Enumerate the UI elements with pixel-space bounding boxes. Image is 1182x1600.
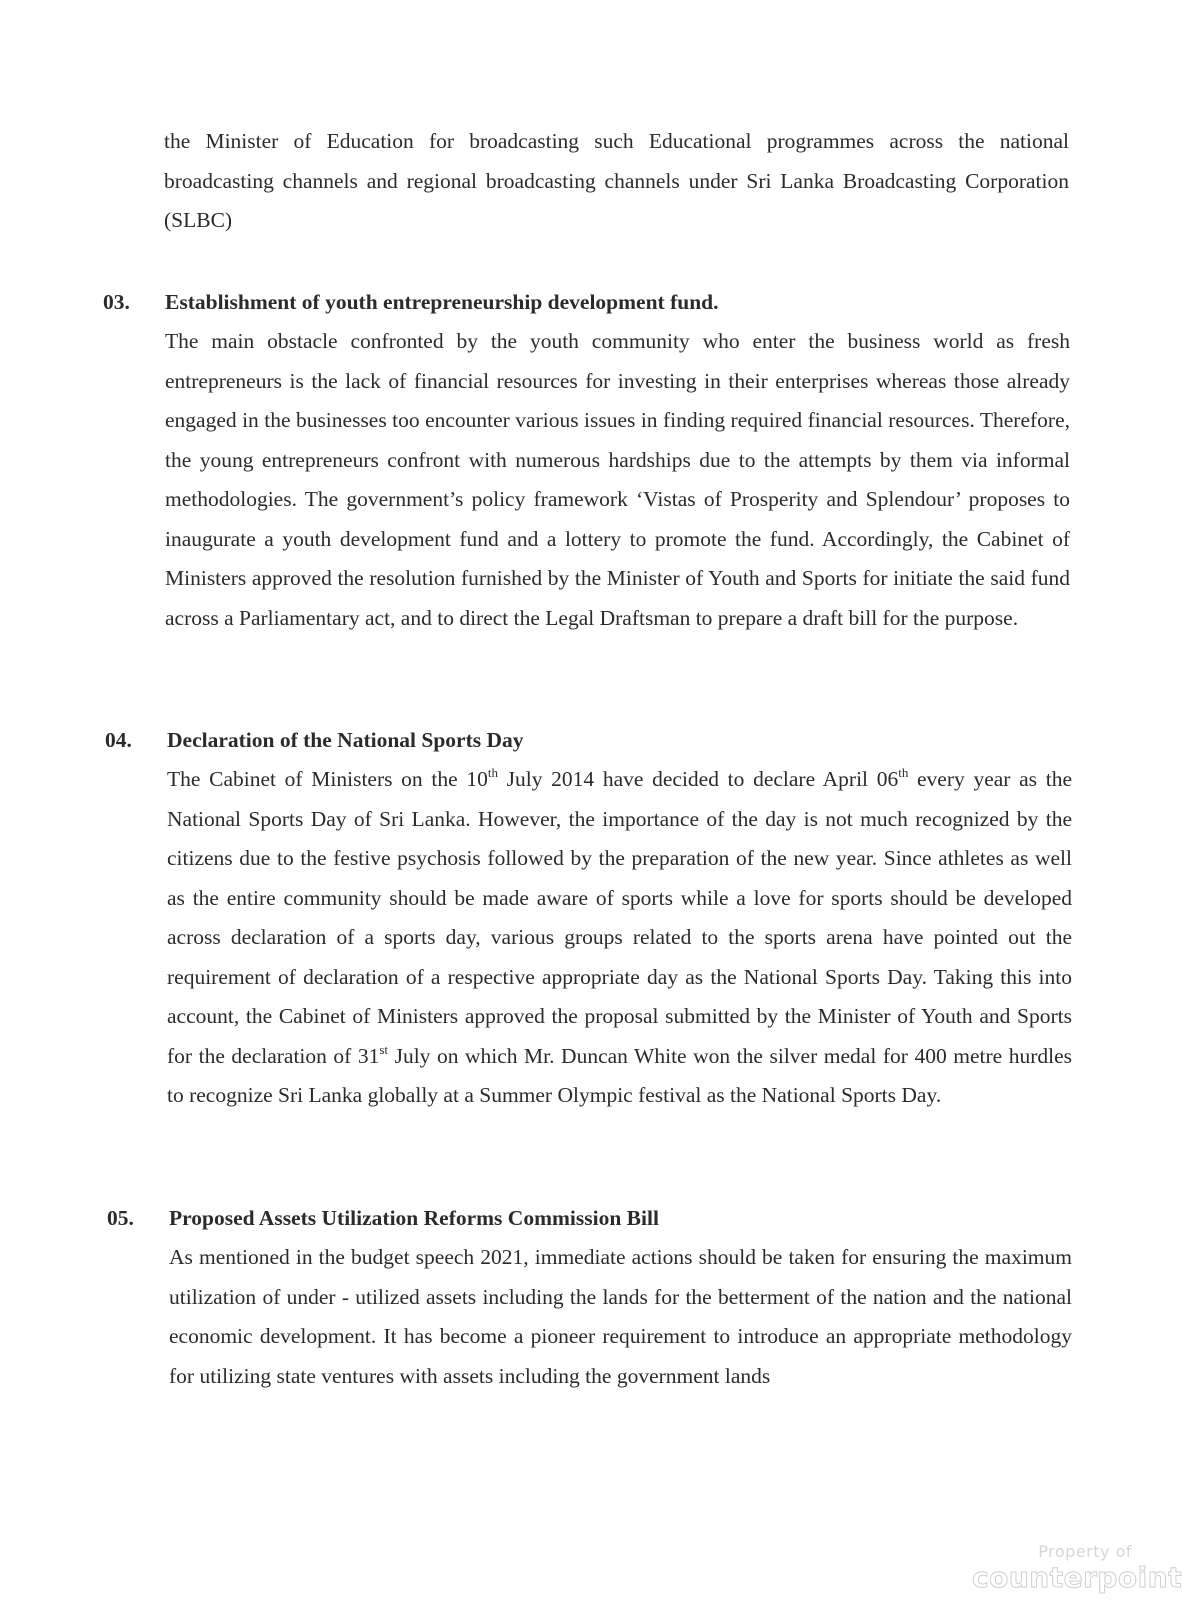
section-4-superscript-1: th xyxy=(487,765,498,780)
section-4-number: 04. xyxy=(105,728,132,752)
section-4-body-part-3: every year as the National Sports Day of Sri Lanka. However, the importance of the day is not much recognized by the citizens due to the festive psychosis followed by the preparation of the new year. Since athletes as well as the entire community should be made aware of sports while a love for sports should be developed across declaration of a sports day, various groups related to the sports arena have pointed out the requirement of declaration of a respective appropriate day as the National Sports Day. Taking this into account, the Cabinet of Ministers approved the proposal submitted by the Minister of Youth and Sports for the declaration of 31 xyxy=(167,767,1072,1068)
section-4-title: Declaration of the National Sports Day xyxy=(167,728,524,752)
intro-paragraph: the Minister of Education for broadcasting such Educational programmes across the national broadcasting channels and regional broadcasting channels under Sri Lanka Broadcasting Corporation (SLBC) xyxy=(164,129,1069,232)
section-4-superscript-3: st xyxy=(379,1041,389,1057)
watermark-line-1: Property of xyxy=(1038,1542,1132,1561)
section-4-body xyxy=(167,760,1072,1116)
section-5-title: Proposed Assets Utilization Reforms Commission Bill xyxy=(169,1206,659,1230)
section-5-number: 05. xyxy=(107,1206,134,1230)
section-4-body-part-4: July on which Mr. Duncan White won the silver medal for 400 metre hurdles to recognize Sri Lanka globally at a Summer Olympic festival as the National Sports Day. xyxy=(167,1043,1072,1107)
section-4-body-part-2: July 2014 have decided to declare April 06 xyxy=(497,767,899,791)
watermark-logo: counterpoint xyxy=(972,1561,1182,1594)
section-3-title: Establishment of youth entrepreneurship development fund. xyxy=(165,290,719,314)
section-4-superscript-2: th xyxy=(898,765,909,780)
section-5-body: As mentioned in the budget speech 2021, immediate actions should be taken for ensuring the maximum utilization of under - utilized assets including the lands for the betterment of the nation and the national economic development. It has become a pioneer requirement to introduce an appropriate methodology for utilizing state ventures with assets including the government lands xyxy=(169,1245,1072,1388)
section-3-body: The main obstacle confronted by the youth community who enter the business world as fresh entrepreneurs is the lack of financial resources for investing in their enterprises whereas those already engaged in the businesses too encounter various issues in finding required financial resources. Therefore, the young entrepreneurs confront with numerous hardships due to the attempts by them via informal methodologies. The government’s policy framework ‘Vistas of Prosperity and Splendour’ proposes to inaugurate a youth development fund and a lottery to promote the fund. Accordingly, the Cabinet of Ministers approved the resolution furnished by the Minister of Youth and Sports for initiate the said fund across a Parliamentary act, and to direct the Legal Draftsman to prepare a draft bill for the purpose. xyxy=(165,329,1070,630)
watermark xyxy=(972,1542,1182,1600)
section-3-number: 03. xyxy=(103,290,130,314)
section-4-body-part-1: The Cabinet of Ministers on the 10 xyxy=(167,767,488,791)
